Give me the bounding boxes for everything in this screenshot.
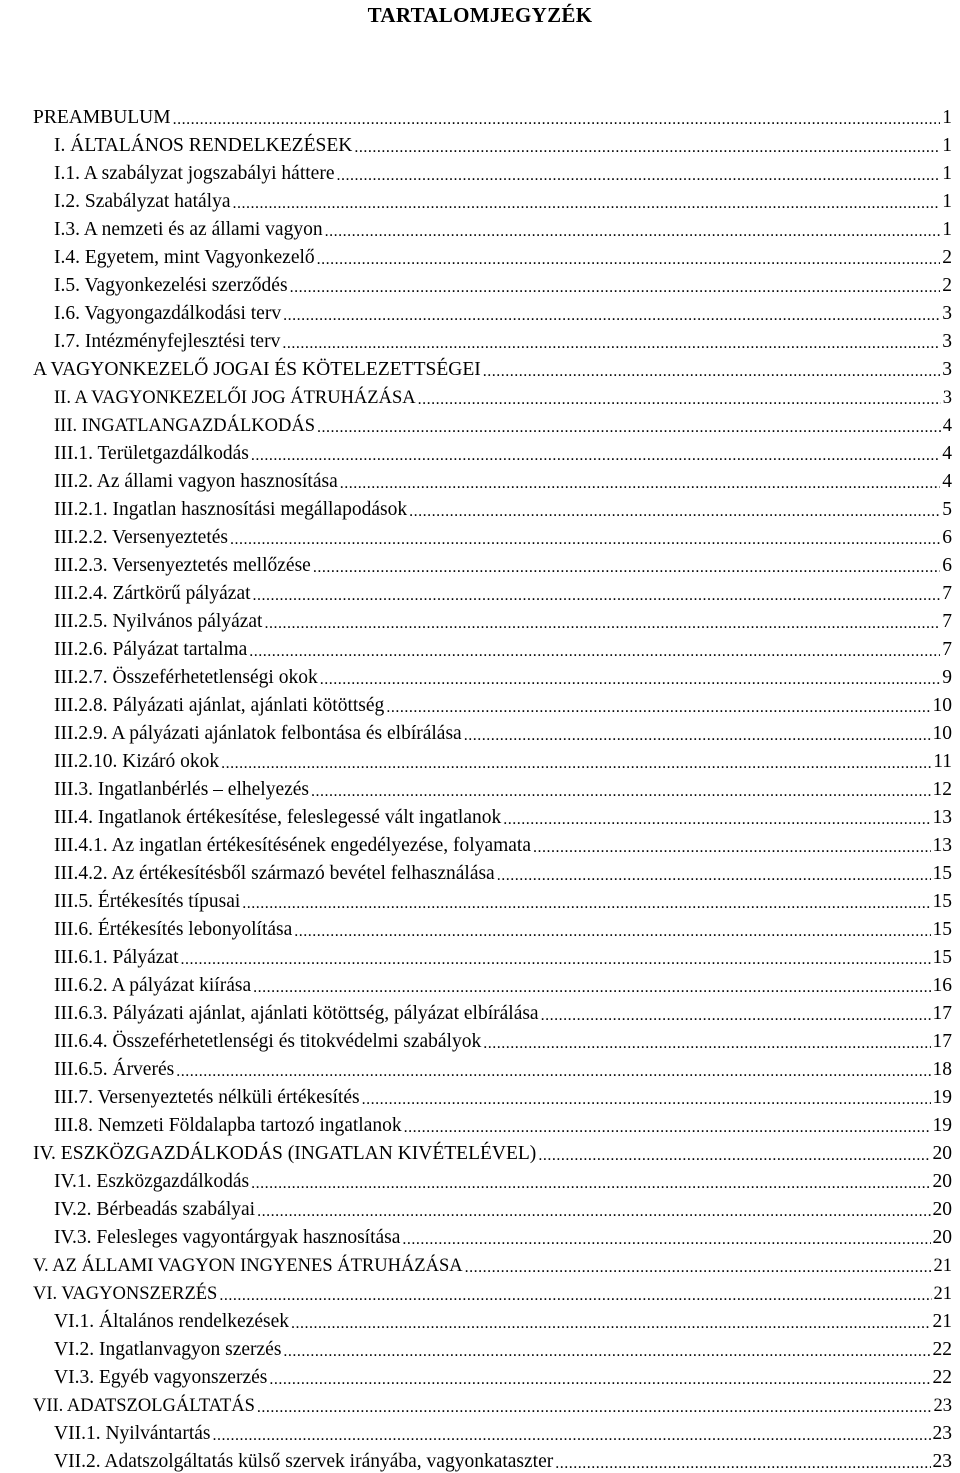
toc-entry[interactable] (0, 185, 960, 213)
toc-entry[interactable] (0, 1305, 960, 1333)
dot-leader (253, 587, 941, 605)
toc-entry-label: III.6.1. Pályázat (54, 947, 179, 969)
toc-entry-label: III.2.3. Versenyeztetés mellőzése (54, 555, 311, 577)
toc-entry-page-number: 10 (933, 723, 960, 745)
toc-entry-label: PREAMBULUM (33, 107, 171, 129)
toc-entry-label: III. INGATLANGAZDÁLKODÁS (54, 415, 315, 437)
dot-leader (176, 1063, 930, 1081)
toc-entry-page-number: 6 (942, 527, 960, 549)
dot-leader (291, 1315, 931, 1333)
toc-entry[interactable] (0, 269, 960, 297)
dot-leader (340, 475, 941, 493)
toc-entry-label: VI. VAGYONSZERZÉS (33, 1283, 217, 1305)
toc-entry-page-number: 1 (942, 135, 960, 157)
toc-entry[interactable] (0, 409, 960, 437)
toc-entry-page-number: 2 (942, 275, 960, 297)
table-of-contents (0, 101, 960, 1473)
toc-entry-page-number: 3 (942, 331, 960, 353)
toc-entry-label: III.5. Értékesítés típusai (54, 891, 240, 913)
toc-entry[interactable] (0, 353, 960, 381)
toc-entry-label: III.2.6. Pályázat tartalma (54, 639, 247, 661)
toc-entry-label: III.2.2. Versenyeztetés (54, 527, 228, 549)
dot-leader (538, 1147, 930, 1165)
toc-entry-page-number: 5 (942, 499, 960, 521)
toc-entry-label: III.2.1. Ingatlan hasznosítási megállapodások (54, 499, 407, 521)
dot-leader (465, 1259, 932, 1277)
toc-entry[interactable] (0, 633, 960, 661)
dot-leader (213, 1427, 931, 1445)
toc-entry[interactable] (0, 885, 960, 913)
dot-leader (233, 195, 941, 213)
toc-entry-page-number: 17 (933, 1031, 960, 1053)
toc-entry-label: III.4.1. Az ingatlan értékesítésének engedélyezése, folyamata (54, 835, 531, 857)
dot-leader (320, 671, 941, 689)
toc-entry[interactable] (0, 1221, 960, 1249)
toc-entry[interactable] (0, 801, 960, 829)
toc-entry-page-number: 20 (933, 1171, 960, 1193)
toc-entry-label: III.6.4. Összeférhetetlenségi és titokvédelmi szabályok (54, 1031, 481, 1053)
toc-entry-page-number: 19 (933, 1087, 960, 1109)
toc-entry-label: I.5. Vagyonkezelési szerződés (54, 275, 288, 297)
dot-leader (264, 615, 940, 633)
dot-leader (242, 895, 930, 913)
toc-entry[interactable] (0, 1137, 960, 1165)
toc-entry-label: III.2.7. Összeférhetetlenségi okok (54, 667, 318, 689)
dot-leader (311, 783, 930, 801)
toc-entry[interactable] (0, 129, 960, 157)
dot-leader (313, 559, 940, 577)
dot-leader (181, 951, 931, 969)
dot-leader (497, 867, 931, 885)
toc-entry-page-number: 15 (933, 863, 960, 885)
toc-entry-label: III.7. Versenyeztetés nélküli értékesítés (54, 1087, 360, 1109)
toc-entry-label: V. AZ ÁLLAMI VAGYON INGYENES ÁTRUHÁZÁSA (33, 1255, 463, 1277)
dot-leader (483, 363, 941, 381)
toc-entry-label: I.6. Vagyongazdálkodási terv (54, 303, 281, 325)
toc-entry[interactable] (0, 325, 960, 353)
dot-leader (221, 755, 931, 773)
toc-entry-page-number: 20 (933, 1227, 960, 1249)
toc-entry[interactable] (0, 381, 960, 409)
toc-entry-page-number: 21 (934, 1283, 960, 1305)
toc-entry-page-number: 20 (933, 1143, 960, 1165)
toc-entry-page-number: 1 (942, 107, 960, 129)
toc-entry-label: IV.1. Eszközgazdálkodás (54, 1171, 249, 1193)
toc-entry-label: I.3. A nemzeti és az állami vagyon (54, 219, 323, 241)
dot-leader (541, 1007, 931, 1025)
toc-entry-page-number: 7 (942, 611, 960, 633)
toc-entry-page-number: 2 (942, 247, 960, 269)
dot-leader (282, 335, 940, 353)
page-title: TARTALOMJEGYZÉK (0, 3, 960, 28)
toc-entry-label: VI.3. Egyéb vagyonszerzés (54, 1367, 267, 1389)
toc-entry[interactable] (0, 1417, 960, 1445)
toc-entry[interactable] (0, 577, 960, 605)
toc-entry[interactable] (0, 1333, 960, 1361)
toc-entry-label: III.2. Az állami vagyon hasznosítása (54, 471, 338, 493)
toc-entry-page-number: 16 (933, 975, 960, 997)
toc-entry-label: VII.2. Adatszolgáltatás külső szervek irányába, vagyonkataszter (54, 1451, 553, 1473)
toc-entry[interactable] (0, 241, 960, 269)
toc-entry-label: A VAGYONKEZELŐ JOGAI ÉS KÖTELEZETTSÉGEI (33, 359, 481, 381)
dot-leader (257, 1203, 930, 1221)
toc-entry[interactable] (0, 465, 960, 493)
toc-entry-page-number: 15 (933, 947, 960, 969)
toc-entry-page-number: 19 (933, 1115, 960, 1137)
toc-entry[interactable] (0, 213, 960, 241)
toc-entry-label: II. A VAGYONKEZELŐI JOG ÁTRUHÁZÁSA (54, 387, 416, 409)
toc-entry-page-number: 7 (942, 639, 960, 661)
toc-entry[interactable] (0, 689, 960, 717)
toc-entry-page-number: 12 (933, 779, 960, 801)
dot-leader (173, 111, 941, 129)
toc-entry[interactable] (0, 297, 960, 325)
dot-leader (336, 167, 940, 185)
dot-leader (251, 1175, 930, 1193)
toc-entry-page-number: 23 (933, 1451, 960, 1473)
toc-entry-label: I.7. Intézményfejlesztési terv (54, 331, 280, 353)
toc-entry-page-number: 4 (942, 443, 960, 465)
toc-entry-page-number: 6 (942, 555, 960, 577)
toc-entry-page-number: 20 (933, 1199, 960, 1221)
toc-entry-page-number: 1 (942, 163, 960, 185)
toc-entry[interactable] (0, 857, 960, 885)
toc-entry-label: III.1. Területgazdálkodás (54, 443, 249, 465)
toc-entry[interactable] (0, 1389, 960, 1417)
toc-entry-label: I. ÁLTALÁNOS RENDELKEZÉSEK (54, 135, 352, 157)
dot-leader (418, 391, 941, 409)
toc-entry-page-number: 18 (933, 1059, 960, 1081)
toc-entry[interactable] (0, 101, 960, 129)
toc-entry-page-number: 21 (934, 1255, 960, 1277)
dot-leader (249, 643, 940, 661)
toc-entry-page-number: 22 (933, 1367, 960, 1389)
dot-leader (402, 1231, 930, 1249)
dot-leader (283, 1343, 930, 1361)
toc-entry-page-number: 3 (943, 387, 960, 409)
toc-entry-page-number: 15 (933, 891, 960, 913)
toc-entry-label: IV.3. Felesleges vagyontárgyak hasznosítása (54, 1227, 400, 1249)
toc-entry-label: III.3. Ingatlanbérlés – elhelyezés (54, 779, 309, 801)
toc-entry-page-number: 22 (933, 1339, 960, 1361)
dot-leader (362, 1091, 931, 1109)
toc-entry-label: III.2.4. Zártkörű pályázat (54, 583, 251, 605)
dot-leader (317, 419, 941, 437)
dot-leader (219, 1287, 931, 1305)
toc-entry[interactable] (0, 1025, 960, 1053)
dot-leader (290, 279, 941, 297)
toc-entry-page-number: 7 (942, 583, 960, 605)
toc-entry[interactable] (0, 661, 960, 689)
toc-entry-label: VI.1. Általános rendelkezések (54, 1311, 289, 1333)
toc-entry-page-number: 21 (933, 1311, 960, 1333)
toc-entry[interactable] (0, 829, 960, 857)
toc-entry[interactable] (0, 773, 960, 801)
dot-leader (257, 1399, 932, 1417)
toc-entry-label: III.2.10. Kizáró okok (54, 751, 219, 773)
dot-leader (283, 307, 940, 325)
dot-leader (269, 1371, 930, 1389)
dot-leader (253, 979, 930, 997)
toc-entry[interactable] (0, 549, 960, 577)
dot-leader (354, 139, 940, 157)
toc-entry-page-number: 13 (933, 807, 960, 829)
toc-entry-page-number: 4 (943, 415, 960, 437)
toc-entry[interactable] (0, 1081, 960, 1109)
toc-entry[interactable] (0, 1053, 960, 1081)
toc-entry[interactable] (0, 437, 960, 465)
toc-entry[interactable] (0, 913, 960, 941)
toc-entry-label: III.8. Nemzeti Földalapba tartozó ingatlanok (54, 1115, 402, 1137)
toc-entry-label: VII. ADATSZOLGÁLTATÁS (33, 1395, 255, 1417)
toc-entry-label: III.4.2. Az értékesítésből származó bevétel felhasználása (54, 863, 495, 885)
toc-entry-label: I.2. Szabályzat hatálya (54, 191, 231, 213)
toc-entry-label: III.4. Ingatlanok értékesítése, feleslegessé vált ingatlanok (54, 807, 501, 829)
toc-entry-label: III.6.2. A pályázat kiírása (54, 975, 251, 997)
toc-entry[interactable] (0, 1193, 960, 1221)
toc-entry[interactable] (0, 605, 960, 633)
toc-entry-label: I.4. Egyetem, mint Vagyonkezelő (54, 247, 315, 269)
toc-entry-label: III.6.3. Pályázati ajánlat, ajánlati kötöttség, pályázat elbírálása (54, 1003, 539, 1025)
toc-entry-page-number: 13 (933, 835, 960, 857)
dot-leader (325, 223, 941, 241)
toc-entry-page-number: 11 (933, 751, 960, 773)
toc-entry-page-number: 23 (933, 1423, 960, 1445)
toc-entry-label: IV. ESZKÖZGAZDÁLKODÁS (INGATLAN KIVÉTELÉVEL) (33, 1143, 536, 1165)
toc-entry-page-number: 23 (934, 1395, 960, 1417)
toc-entry[interactable] (0, 157, 960, 185)
toc-entry-label: III.2.8. Pályázati ajánlat, ajánlati kötöttség (54, 695, 384, 717)
toc-entry[interactable] (0, 1109, 960, 1137)
dot-leader (230, 531, 940, 549)
toc-entry-page-number: 4 (942, 471, 960, 493)
toc-entry-label: III.6. Értékesítés lebonyolítása (54, 919, 292, 941)
toc-entry-label: III.6.5. Árverés (54, 1059, 174, 1081)
toc-entry-page-number: 10 (933, 695, 960, 717)
dot-leader (503, 811, 930, 829)
toc-entry[interactable] (0, 1277, 960, 1305)
toc-entry-label: VI.2. Ingatlanvagyon szerzés (54, 1339, 281, 1361)
toc-entry-page-number: 3 (942, 359, 960, 381)
toc-entry-page-number: 15 (933, 919, 960, 941)
toc-entry[interactable] (0, 941, 960, 969)
dot-leader (483, 1035, 930, 1053)
toc-entry[interactable] (0, 969, 960, 997)
dot-leader (294, 923, 930, 941)
dot-leader (404, 1119, 931, 1137)
dot-leader (317, 251, 941, 269)
toc-entry[interactable] (0, 717, 960, 745)
toc-entry-label: VII.1. Nyilvántartás (54, 1423, 211, 1445)
toc-entry-page-number: 1 (942, 219, 960, 241)
dot-leader (386, 699, 930, 717)
toc-entry-label: III.2.5. Nyilvános pályázat (54, 611, 262, 633)
dot-leader (533, 839, 931, 857)
dot-leader (555, 1455, 930, 1473)
toc-entry-label: I.1. A szabályzat jogszabályi háttere (54, 163, 334, 185)
toc-entry[interactable] (0, 493, 960, 521)
toc-entry[interactable] (0, 1361, 960, 1389)
toc-entry-label: IV.2. Bérbeadás szabályai (54, 1199, 255, 1221)
toc-entry[interactable] (0, 1165, 960, 1193)
toc-entry[interactable] (0, 997, 960, 1025)
toc-entry-page-number: 9 (942, 667, 960, 689)
toc-entry-label: III.2.9. A pályázati ajánlatok felbontása és elbírálása (54, 723, 462, 745)
dot-leader (464, 727, 931, 745)
toc-entry[interactable] (0, 1249, 960, 1277)
toc-entry-page-number: 1 (942, 191, 960, 213)
toc-entry[interactable] (0, 745, 960, 773)
toc-entry[interactable] (0, 521, 960, 549)
dot-leader (409, 503, 940, 521)
toc-entry-page-number: 3 (942, 303, 960, 325)
toc-entry-page-number: 17 (933, 1003, 960, 1025)
dot-leader (251, 447, 940, 465)
